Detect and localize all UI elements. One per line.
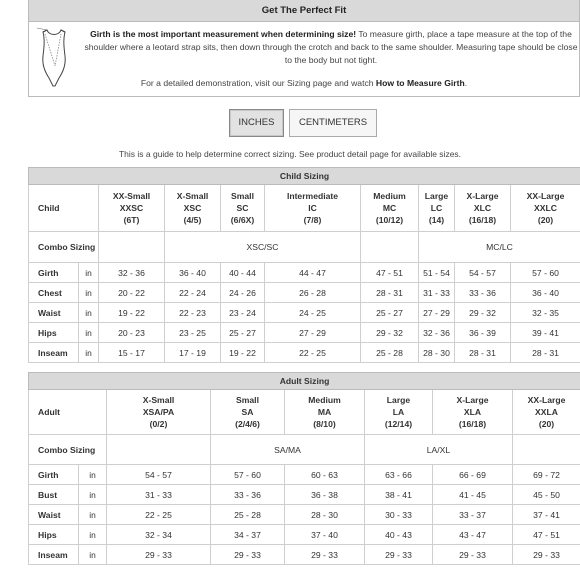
- table-cell: 25 - 27: [361, 303, 419, 323]
- table-cell: 63 - 66: [365, 465, 433, 485]
- table-cell: 44 - 47: [265, 263, 361, 283]
- child-sizing-table: [28, 167, 580, 363]
- how-to-measure-girth-link[interactable]: How to Measure Girth: [375, 78, 465, 88]
- fit-instructions: [84, 28, 578, 67]
- table-cell: 23 - 25: [165, 323, 221, 343]
- table-cell: 40 - 43: [365, 525, 433, 545]
- table-row: [29, 545, 580, 565]
- table-cell: 25 - 28: [211, 505, 285, 525]
- unit-cell: in: [79, 303, 99, 323]
- combo-empty-cell: [361, 232, 419, 263]
- table-cell: 17 - 19: [165, 343, 221, 363]
- table-cell: 26 - 28: [265, 283, 361, 303]
- table-cell: 23 - 24: [221, 303, 265, 323]
- table-cell: 36 - 38: [285, 485, 365, 505]
- table-cell: 39 - 41: [511, 323, 580, 343]
- table-cell: 22 - 25: [265, 343, 361, 363]
- row-label: Bust: [29, 485, 79, 505]
- table-cell: 20 - 22: [99, 283, 165, 303]
- row-label: Inseam: [29, 343, 79, 363]
- combo-cell: XSC/SC: [165, 232, 361, 263]
- table-row: [29, 323, 580, 343]
- table-cell: 54 - 57: [455, 263, 511, 283]
- size-header: Medium MA (8/10): [285, 390, 365, 435]
- table-cell: 24 - 26: [221, 283, 265, 303]
- table-cell: 28 - 30: [419, 343, 455, 363]
- table-cell: 41 - 45: [433, 485, 513, 505]
- combo-cell: SA/MA: [211, 435, 365, 465]
- table-cell: 32 - 35: [511, 303, 580, 323]
- table-row: [29, 303, 580, 323]
- table-cell: 20 - 23: [99, 323, 165, 343]
- table-cell: 29 - 33: [211, 545, 285, 565]
- size-header: Intermediate IC (7/8): [265, 185, 361, 232]
- unit-cell: in: [79, 323, 99, 343]
- table-cell: 28 - 31: [361, 283, 419, 303]
- unit-cell: in: [79, 343, 99, 363]
- adult-sizing-table: [28, 372, 580, 565]
- table-cell: 37 - 40: [285, 525, 365, 545]
- table-cell: 34 - 37: [211, 525, 285, 545]
- table-cell: 54 - 57: [107, 465, 211, 485]
- table-cell: 29 - 33: [433, 545, 513, 565]
- table-cell: 29 - 33: [513, 545, 580, 565]
- table-cell: 32 - 34: [107, 525, 211, 545]
- table-cell: 29 - 33: [365, 545, 433, 565]
- size-header: XX-Small XXSC (6T): [99, 185, 165, 232]
- table-cell: 43 - 47: [433, 525, 513, 545]
- fit-intro-bold: Girth is the most important measurement when determining size!: [90, 29, 357, 39]
- table-row: [29, 283, 580, 303]
- size-header: Small SA (2/4/6): [211, 390, 285, 435]
- table-cell: 22 - 25: [107, 505, 211, 525]
- table-cell: 30 - 33: [365, 505, 433, 525]
- row-label: Waist: [29, 505, 79, 525]
- row-label: Waist: [29, 303, 79, 323]
- centimeters-button[interactable]: CENTIMETERS: [289, 109, 377, 137]
- table-cell: 25 - 27: [221, 323, 265, 343]
- table-cell: 36 - 39: [455, 323, 511, 343]
- table-cell: 25 - 28: [361, 343, 419, 363]
- table-cell: 57 - 60: [211, 465, 285, 485]
- table-cell: 29 - 32: [455, 303, 511, 323]
- table-cell: 31 - 33: [419, 283, 455, 303]
- table-cell: 51 - 54: [419, 263, 455, 283]
- table-cell: 36 - 40: [511, 283, 580, 303]
- fit-demo-line: [29, 78, 579, 88]
- table-cell: 32 - 36: [99, 263, 165, 283]
- adult-label: Adult: [29, 390, 107, 435]
- child-sizing-title: Child Sizing: [29, 168, 580, 185]
- demo-prefix: For a detailed demonstration, visit our: [140, 78, 288, 88]
- table-cell: 37 - 41: [513, 505, 580, 525]
- unit-cell: in: [79, 525, 107, 545]
- table-cell: 32 - 36: [419, 323, 455, 343]
- fit-intro-text: To measure girth, place a tape measure at the top of the shoulder where a leotard strap sits, then down through the crotch and back to the same shoulder. Measuring tape should be close to the body but not tight.: [84, 29, 578, 65]
- table-cell: 29 - 33: [107, 545, 211, 565]
- size-header: X-Large XLA (16/18): [433, 390, 513, 435]
- table-row: [29, 525, 580, 545]
- table-cell: 57 - 60: [511, 263, 580, 283]
- sizing-page-link[interactable]: Sizing page: [287, 78, 332, 88]
- table-cell: 19 - 22: [99, 303, 165, 323]
- combo-sizing-label: Combo Sizing: [29, 232, 99, 263]
- unit-cell: in: [79, 505, 107, 525]
- unit-cell: in: [79, 485, 107, 505]
- size-header: Large LC (14): [419, 185, 455, 232]
- row-label: Girth: [29, 465, 79, 485]
- table-row: [29, 343, 580, 363]
- unit-cell: in: [79, 263, 99, 283]
- row-label: Hips: [29, 323, 79, 343]
- unit-cell: in: [79, 465, 107, 485]
- demo-middle: and watch: [331, 78, 376, 88]
- table-cell: 33 - 37: [433, 505, 513, 525]
- table-cell: 66 - 69: [433, 465, 513, 485]
- adult-sizing-title: Adult Sizing: [29, 373, 580, 390]
- size-header: Large LA (12/14): [365, 390, 433, 435]
- table-cell: 69 - 72: [513, 465, 580, 485]
- size-header: X-Small XSC (4/5): [165, 185, 221, 232]
- table-cell: 29 - 32: [361, 323, 419, 343]
- unit-cell: in: [79, 283, 99, 303]
- table-cell: 28 - 31: [455, 343, 511, 363]
- table-cell: 33 - 36: [211, 485, 285, 505]
- table-cell: 28 - 30: [285, 505, 365, 525]
- combo-sizing-label: Combo Sizing: [29, 435, 107, 465]
- table-cell: 33 - 36: [455, 283, 511, 303]
- combo-empty-cell: [107, 435, 211, 465]
- table-cell: 19 - 22: [221, 343, 265, 363]
- table-row: [29, 505, 580, 525]
- table-cell: 47 - 51: [513, 525, 580, 545]
- sizing-guide-note: This is a guide to help determine correct sizing. See product detail page for available sizes.: [118, 149, 462, 159]
- combo-cell: MC/LC: [419, 232, 580, 263]
- fit-guide-panel: [28, 0, 580, 97]
- table-row: [29, 263, 580, 283]
- size-header: Medium MC (10/12): [361, 185, 419, 232]
- table-cell: 47 - 51: [361, 263, 419, 283]
- unit-cell: in: [79, 545, 107, 565]
- table-cell: 27 - 29: [265, 323, 361, 343]
- table-cell: 22 - 23: [165, 303, 221, 323]
- table-cell: 40 - 44: [221, 263, 265, 283]
- unit-toggle: [0, 109, 580, 137]
- table-cell: 24 - 25: [265, 303, 361, 323]
- combo-cell: LA/XL: [365, 435, 513, 465]
- table-cell: 45 - 50: [513, 485, 580, 505]
- table-cell: 28 - 31: [511, 343, 580, 363]
- table-row: [29, 485, 580, 505]
- table-row: [29, 465, 580, 485]
- combo-empty-cell: [513, 435, 580, 465]
- table-cell: 36 - 40: [165, 263, 221, 283]
- fit-guide-header: Get The Perfect Fit: [29, 0, 579, 22]
- table-cell: 15 - 17: [99, 343, 165, 363]
- row-label: Chest: [29, 283, 79, 303]
- size-header: XX-Large XXLC (20): [511, 185, 580, 232]
- table-cell: 22 - 24: [165, 283, 221, 303]
- table-cell: 60 - 63: [285, 465, 365, 485]
- demo-suffix: .: [464, 78, 468, 88]
- child-label: Child: [29, 185, 99, 232]
- row-label: Inseam: [29, 545, 79, 565]
- size-header: Small SC (6/6X): [221, 185, 265, 232]
- inches-button[interactable]: INCHES: [229, 109, 284, 137]
- row-label: Girth: [29, 263, 79, 283]
- table-cell: 31 - 33: [107, 485, 211, 505]
- size-header: X-Large XLC (16/18): [455, 185, 511, 232]
- combo-empty-cell: [99, 232, 165, 263]
- size-header: X-Small XSA/PA (0/2): [107, 390, 211, 435]
- table-cell: 38 - 41: [365, 485, 433, 505]
- table-cell: 29 - 33: [285, 545, 365, 565]
- row-label: Hips: [29, 525, 79, 545]
- table-cell: 27 - 29: [419, 303, 455, 323]
- size-header: XX-Large XXLA (20): [513, 390, 580, 435]
